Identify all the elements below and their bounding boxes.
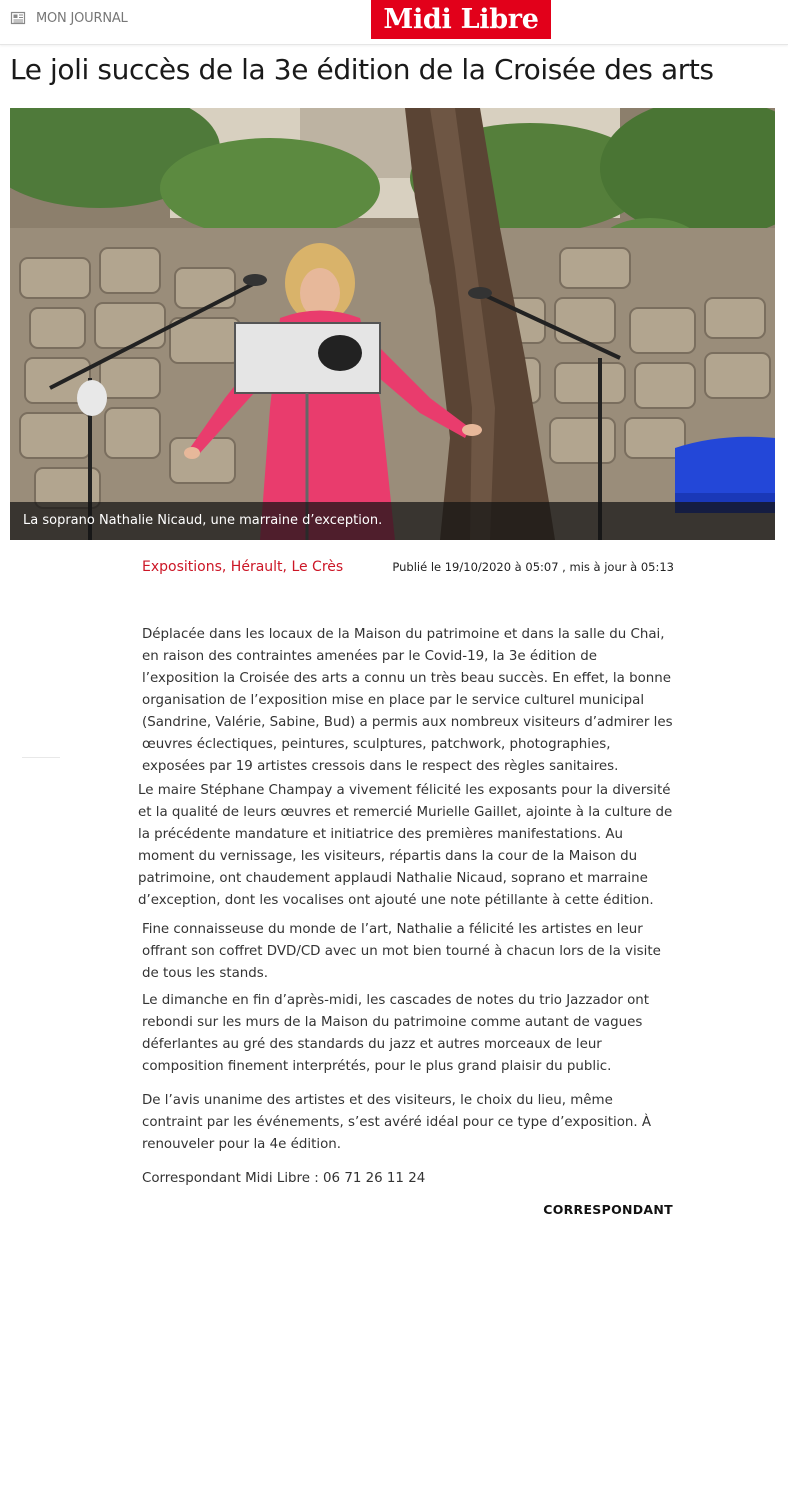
tag-le-cres[interactable]: Le Crès	[291, 559, 344, 575]
article-tags: Expositions, Hérault, Le Crès	[142, 559, 344, 575]
article-meta	[142, 557, 674, 579]
paragraph-4: Le dimanche en fin d’après-midi, les cascades de notes du trio Jazzador ont rebondi sur les murs de la Maison du patrimoine comme autant de vagues déferlantes au gré des standards du jazz et autres morceaux de leur composition finement interprétés, pour le plus grand plaisir du public.	[142, 993, 650, 1074]
tag-expositions[interactable]: Expositions	[142, 559, 222, 575]
mon-journal-label: MON JOURNAL	[36, 10, 128, 26]
article-photo	[10, 108, 775, 540]
publication-date: Publié le 19/10/2020 à 05:07 , mis à jour à 05:13	[392, 560, 674, 574]
mon-journal-link[interactable]	[10, 8, 128, 28]
author-signature: CORRESPONDANT	[543, 1202, 673, 1217]
top-bar	[0, 0, 788, 45]
paragraph-5: De l’avis unanime des artistes et des visiteurs, le choix du lieu, même contraint par les événements, s’est avéré idéal pour ce type d’exposition. À renouveler pour la 4e édition.	[142, 1093, 652, 1152]
side-divider	[22, 757, 60, 758]
midi-libre-logo[interactable]: Midi Libre	[371, 0, 551, 39]
paragraph-1: Déplacée dans les locaux de la Maison du patrimoine et dans la salle du Chai, en raison des contraintes amenées par le Covid-19, la 3e édition de l’exposition la Croisée des arts a connu un très beau succès. En effet, la bonne organisation de l’exposition mise en place par le service culturel municipal (Sandrine, Valérie, Sabine, Bud) a permis aux nombreux visiteurs d’admirer les œuvres éclectiques, peintures, sculptures, patchwork, photographies, exposées par 19 artistes cressois dans le respect des règles sanitaires.	[142, 627, 673, 774]
paragraph-2: Le maire Stéphane Champay a vivement félicité les exposants pour la diversité et la qualité de leurs œuvres et remercié Murielle Gaillet, ajointe à la culture de la précédente mandature et initiatrice des premières manifestations. Au moment du vernissage, les visiteurs, répartis dans la cour de la Maison du patrimoine, ont chaudement applaudi Nathalie Nicaud, soprano et marraine d’exception, dont les vocalises ont ajouté une note pétillante à cette édition.	[138, 783, 673, 908]
correspondent-contact: Correspondant Midi Libre : 06 71 26 11 24	[142, 1171, 426, 1186]
paragraph-3: Fine connaisseuse du monde de l’art, Nathalie a félicité les artistes en leur offrant son coffret DVD/CD avec un mot bien tourné à chacun lors de la visite de tous les stands.	[142, 922, 661, 981]
tag-herault[interactable]: Hérault	[230, 559, 283, 575]
newspaper-icon	[10, 10, 26, 26]
article-title: Le joli succès de la 3e édition de la Croisée des arts	[10, 53, 714, 86]
photo-caption: La soprano Nathalie Nicaud, une marraine d’exception.	[10, 502, 775, 540]
photo-illustration	[10, 108, 775, 540]
